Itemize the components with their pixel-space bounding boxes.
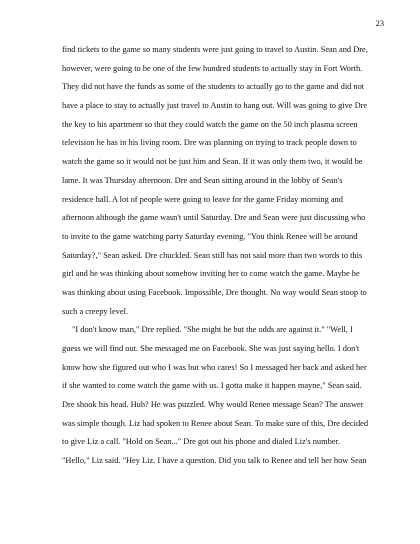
- text-line: the key to his apartment so that they could watch the game on the 50 inch plasma screen: [62, 119, 358, 129]
- text-line: if she wanted to come watch the game with us. I gotta make it happen mayne," Sean said.: [62, 381, 362, 391]
- text-line: Dre shook his head. Huh? He was puzzled. Why would Renee message Sean? The answer: [62, 400, 364, 410]
- text-line: was thinking about using Facebook. Impossible, Dre thought. No way would Sean stoop to: [62, 287, 367, 297]
- page-number: 23: [375, 19, 384, 28]
- body-text: [62, 41, 392, 471]
- text-line: guess we will find out. She messaged me on Facebook. She was just saying hello. I don't: [62, 344, 360, 353]
- text-line: to give Liz a call. "Hold on Sean..." Dre got out his phone and dialed Liz's number.: [62, 437, 340, 447]
- text-line: such a creepy level.: [62, 306, 129, 316]
- text-line: know how she figured out who I was but who cares! So I messaged her back and asked her: [62, 362, 367, 372]
- text-line: to invite to the game watching party Saturday evening. "You think Renee will be around: [62, 231, 358, 241]
- text-line: have a place to stay to actually just travel to Austin to hang out. Will was going to give Dre: [62, 101, 368, 111]
- text-line: however, were going to be one of the few hundred students to actually stay in Fort Worth.: [62, 63, 363, 73]
- text-line: television he has in his living room. Dre was planning on trying to track people down to: [62, 138, 357, 148]
- text-line: watch the game so it would not be just him and Sean. If it was only them two, it would be: [62, 157, 363, 167]
- text-line: residence hall. A lot of people were going to leave for the game Friday morning and: [62, 194, 343, 204]
- text-line: was simple though. Liz had spoken to Renee about Sean. To make sure of this, Dre decided: [62, 418, 369, 428]
- text-line: They did not have the funds as some of the students to actually go to the game and did not: [62, 82, 365, 92]
- text-line: lame. It was Thursday afternoon. Dre and Sean sitting around in the lobby of Sean's: [62, 175, 343, 185]
- text-line: find tickets to the game so many students were just going to travel to Austin. Sean and Dre,: [62, 45, 368, 54]
- text-line: "Hello," Liz said. "Hey Liz. I have a question. Did you talk to Renee and tell her how Sean: [62, 456, 367, 466]
- text-line: girl and he was thinking about somehow inviting her to come watch the game. Maybe he: [62, 269, 360, 279]
- text-line: Saturday?," Sean asked. Dre chuckled. Sean still has not said more than two words to this: [62, 250, 363, 260]
- text-line: "I don't know man," Dre replied. "She might be but the odds are against it." "Well, I: [72, 325, 353, 335]
- text-line: afternoon although the game wasn't until Saturday. Dre and Sean were just discussing who: [62, 213, 366, 223]
